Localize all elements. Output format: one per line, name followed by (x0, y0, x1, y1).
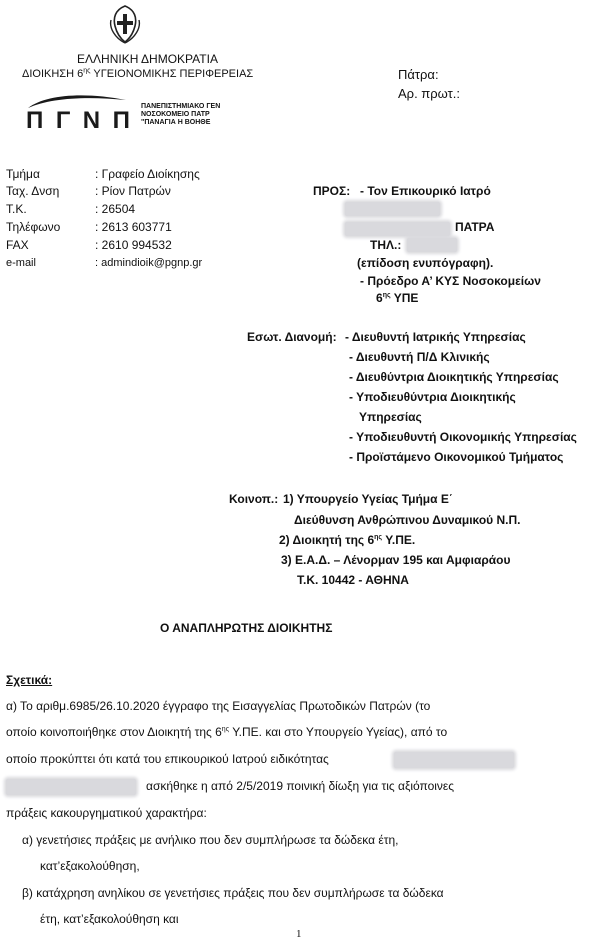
city-field: Πάτρα: (398, 67, 439, 82)
body-line: πράξεις κακουργηματικού χαρακτήρα: (6, 806, 207, 820)
sender-label: Ταχ. Δνση (6, 184, 60, 198)
protocol-field: Αρ. πρωτ.: (398, 86, 460, 101)
redacted-name (345, 202, 440, 216)
sender-value: : 2613 603771 (95, 220, 172, 234)
internal-item: - Υποδιευθυντή Οικονομικής Υπηρεσίας (349, 430, 577, 444)
internal-label: Εσωτ. Διανομή: (247, 330, 337, 344)
logo-line-1: ΠΑΝΕΠΙΣΤΗΜΙΑΚΟ ΓΕΝ (141, 103, 221, 110)
redacted-specialty (394, 752, 514, 768)
sender-label: Τ.Κ. (6, 202, 27, 216)
page-number: 1 (296, 928, 302, 940)
body-line: β) κατάχρηση ανηλίκου σε γενετήσιες πράξεις που δεν συμπλήρωσε τα δώδεκα (22, 886, 444, 900)
recipient-tel: ΤΗΛ.: (370, 238, 402, 252)
sender-value: : Γραφείο Διοίκησης (95, 167, 200, 181)
hospital-logo (26, 94, 136, 130)
body-line: κατ’εξακολούθηση, (40, 859, 140, 873)
body-heading: Σχετικά: (6, 673, 53, 687)
sender-value: : 2610 994532 (95, 238, 172, 252)
redacted-address (345, 222, 450, 236)
sender-label: e-mail (6, 257, 36, 269)
upe-line: $6^{\eta\varsigma}$ ΥΠΕ (376, 291, 419, 305)
country-title: ΕΛΛΗΝΙΚΗ ΔΗΜΟΚΡΑΤΙΑ (77, 52, 218, 66)
logo-line-2: ΝΟΣΟΚΟΜΕΙΟ ΠΑΤΡ (141, 111, 210, 118)
sender-label: Τμήμα (6, 167, 40, 181)
cc-label: Κοινοπ.: (229, 492, 279, 506)
cc-line-1: 1) Υπουργείο Υγείας Τμήμα Ε΄ (283, 492, 453, 506)
body-line: οποίο προκύπτει ότι κατά του επικουρικού Ιατρού ειδικότητας (6, 752, 329, 766)
cc-line-5: Τ.Κ. 10442 - ΑΘΗΝΑ (297, 573, 409, 587)
president-line: - Πρόεδρο Α’ ΚΥΣ Νοσοκομείων (360, 274, 541, 288)
sender-value: : 26504 (95, 202, 136, 216)
signatory-title: Ο ΑΝΑΠΛΗΡΩΤΗΣ ΔΙΟΙΚΗΤΗΣ (160, 621, 333, 635)
authority-title: ΔΙΟΙΚΗΣΗ $6^{\eta\varsigma}$ ΥΓΕΙΟΝΟΜΙΚΗΣ ΠΕΡΙΦΕΡΕΙΑΣ (22, 67, 254, 80)
body-line: έτη, κατ’εξακολούθηση και (40, 912, 179, 926)
to-value: - Τον Επικουρικό Ιατρό (360, 184, 491, 198)
body-line: α) Το αριθμ.6985/26.10.2020 έγγραφο της Εισαγγελίας Πρωτοδικών Πατρών (το (6, 699, 431, 713)
cc-line-3: 2) Διοικητή της $6^{\eta\varsigma}$ Υ.ΠΕ. (279, 533, 416, 547)
hospital-logo-icon (26, 94, 136, 130)
redacted-phone (407, 238, 457, 252)
sender-label: Τηλέφωνο (6, 220, 61, 234)
logo-letters: ΠΓΝΠ (26, 107, 130, 130)
logo-line-3: "ΠΑΝΑΓΙΑ Η ΒΟΗΘΕ (141, 119, 211, 126)
delivery-note: (επίδοση ενυπόγραφη). (357, 256, 494, 270)
sender-value: : admindioik@pgnp.gr (95, 257, 203, 269)
internal-item: - Διευθύντρια Διοικητικής Υπηρεσίας (349, 370, 559, 384)
sender-value: : Ρίον Πατρών (95, 184, 171, 198)
to-label: ΠΡΟΣ: (313, 184, 351, 198)
cc-line-4: 3) Ε.Α.Δ. – Λένορμαν 195 και Αμφιαράου (281, 553, 511, 567)
body-line: ασκήθηκε η από 2/5/2019 ποινική δίωξη για τις αξιόποινες (146, 779, 455, 793)
internal-item: - Διευθυντή Ιατρικής Υπηρεσίας (345, 330, 526, 344)
recipient-city: ΠΑΤΡΑ (455, 220, 495, 234)
internal-item: - Διευθυντή Π/Δ Κλινικής (349, 350, 490, 364)
body-line: οποίο κοινοποιήθηκε στον Διοικητή της $6^{\eta\varsigma}$ Υ.ΠΕ. και στο Υπουργείο Υγείας), από το (6, 725, 448, 739)
body-line: α) γενετήσιες πράξεις με ανήλικο που δεν συμπλήρωσε τα δώδεκα έτη, (22, 833, 399, 847)
sender-label: FAX (6, 238, 29, 252)
internal-item: - Προϊστάμενο Οικονομικού Τμήματος (349, 450, 564, 464)
greek-emblem-icon (107, 4, 143, 44)
internal-item: Υπηρεσίας (359, 410, 422, 424)
internal-item: - Υποδιευθύντρια Διοικητικής (349, 390, 516, 404)
cc-line-2: Διεύθυνση Ανθρώπινου Δυναμικού Ν.Π. (294, 513, 521, 527)
redacted-doctor-name (6, 779, 136, 795)
